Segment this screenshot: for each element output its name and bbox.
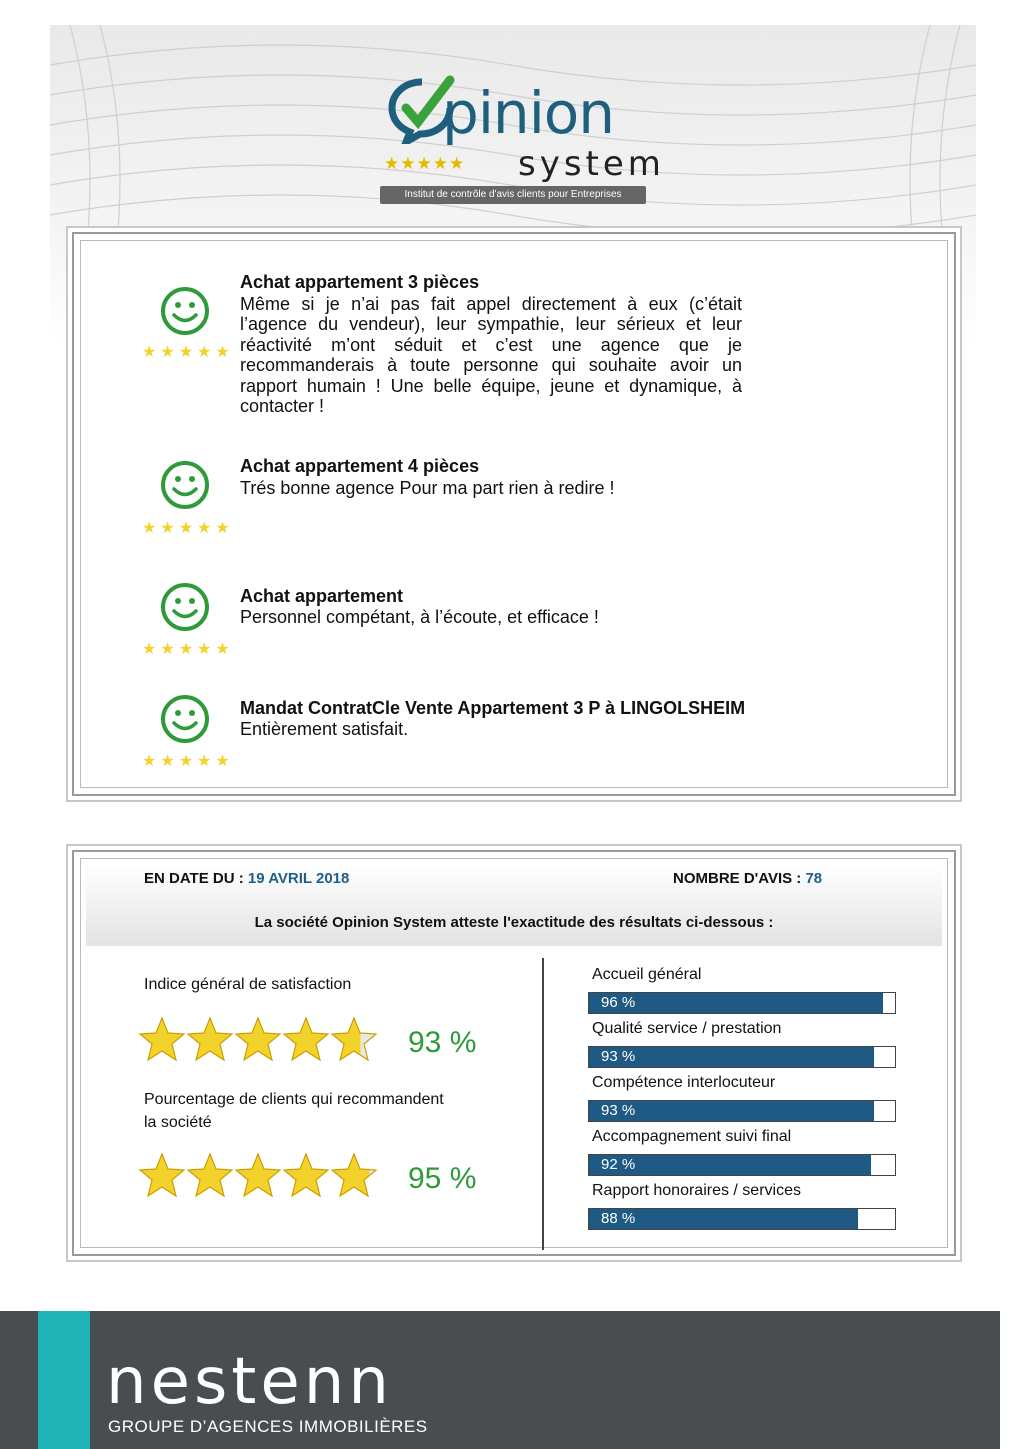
score-bar xyxy=(588,1154,896,1176)
bar-fill: 88 % xyxy=(589,1209,858,1229)
star-icon xyxy=(140,1154,184,1196)
recommend-percentage: 95 % xyxy=(408,1162,477,1195)
star-icon xyxy=(332,1018,376,1060)
star-icon xyxy=(236,1154,280,1196)
star-icon xyxy=(284,1154,328,1196)
bar-label: Accompagnement suivi final xyxy=(592,1128,792,1145)
rating-stars: ★★★★★ xyxy=(142,641,234,658)
score-bar xyxy=(588,1046,896,1068)
star-icon xyxy=(236,1018,280,1060)
review-text: Même si je n’ai pas fait appel directement à eux (c’était l’agence du vendeur), leur sympathie, leur sérieux et leur réactivité m’ont séduit et c’est une agence que je recommanderais à toute personne qui souhaite avoir un rapport humain ! Une belle équipe, jeune et dynamique, à contacter ! xyxy=(240,294,742,417)
count-label: NOMBRE D'AVIS : 78 xyxy=(673,870,823,887)
star-icon xyxy=(188,1154,232,1196)
logo-stars: ★★★★★ xyxy=(384,154,466,173)
rating-stars: ★★★★★ xyxy=(142,344,234,361)
score-bar xyxy=(588,1208,896,1230)
satisfaction-percentage: 93 % xyxy=(408,1026,477,1059)
rating-stars: ★★★★★ xyxy=(142,753,234,770)
reviews-panel xyxy=(72,232,956,796)
star-icon xyxy=(284,1018,328,1060)
review-title: Achat appartement xyxy=(240,586,404,606)
review-text: Trés bonne agence Pour ma part rien à redire ! xyxy=(240,478,615,498)
nestenn-logo: nestenn xyxy=(106,1345,393,1419)
smiley-icon xyxy=(160,460,210,510)
logo-opinion-word: pinion xyxy=(442,79,615,147)
footer-subtitle: GROUPE D’AGENCES IMMOBILIÈRES xyxy=(108,1417,428,1436)
summary-header xyxy=(86,864,942,946)
star-icon xyxy=(140,1018,184,1060)
summary-panel xyxy=(72,850,956,1256)
bar-fill: 96 % xyxy=(589,993,883,1013)
review-title: Achat appartement 3 pièces xyxy=(240,272,480,292)
date-value: 19 AVRIL 2018 xyxy=(247,870,350,887)
review-title: Achat appartement 4 pièces xyxy=(240,456,480,476)
review-title: Mandat ContratCle Vente Appartement 3 P à LINGOLSHEIM xyxy=(240,698,746,718)
star-icon xyxy=(188,1018,232,1060)
satisfaction-stars xyxy=(138,1016,378,1064)
count-value: 78 xyxy=(805,870,823,887)
score-bar xyxy=(588,1100,896,1122)
opinion-system-logo xyxy=(380,78,665,206)
recommend-label: Pourcentage de clients qui recommandent la société xyxy=(144,1091,444,1131)
logo-tagline: Institut de contrôle d'avis clients pour Entreprises xyxy=(380,186,646,204)
bar-label: Compétence interlocuteur xyxy=(592,1074,776,1091)
recommend-stars xyxy=(138,1152,378,1200)
satisfaction-label: Indice général de satisfaction xyxy=(144,976,352,993)
smiley-icon xyxy=(160,582,210,632)
review-text: Personnel compétant, à l’écoute, et efficace ! xyxy=(240,607,599,627)
bar-label: Accueil général xyxy=(592,966,702,983)
bar-fill: 92 % xyxy=(589,1155,871,1175)
accent-stripe xyxy=(38,1311,90,1449)
column-divider xyxy=(542,958,544,1250)
smiley-icon xyxy=(160,286,210,336)
bar-label: Qualité service / prestation xyxy=(592,1020,782,1037)
smiley-icon xyxy=(160,694,210,744)
score-bar xyxy=(588,992,896,1014)
star-icon xyxy=(332,1154,376,1196)
bar-label: Rapport honoraires / services xyxy=(592,1182,801,1199)
footer-banner xyxy=(0,1311,1000,1449)
rating-stars: ★★★★★ xyxy=(142,520,234,537)
bar-fill: 93 % xyxy=(589,1047,874,1067)
review-text: Entièrement satisfait. xyxy=(240,719,409,739)
date-label: EN DATE DU : 19 AVRIL 2018 xyxy=(144,870,350,887)
attestation-text: La société Opinion System atteste l'exactitude des résultats ci-dessous : xyxy=(254,914,774,931)
logo-system-word: system xyxy=(518,144,665,184)
bar-fill: 93 % xyxy=(589,1101,874,1121)
